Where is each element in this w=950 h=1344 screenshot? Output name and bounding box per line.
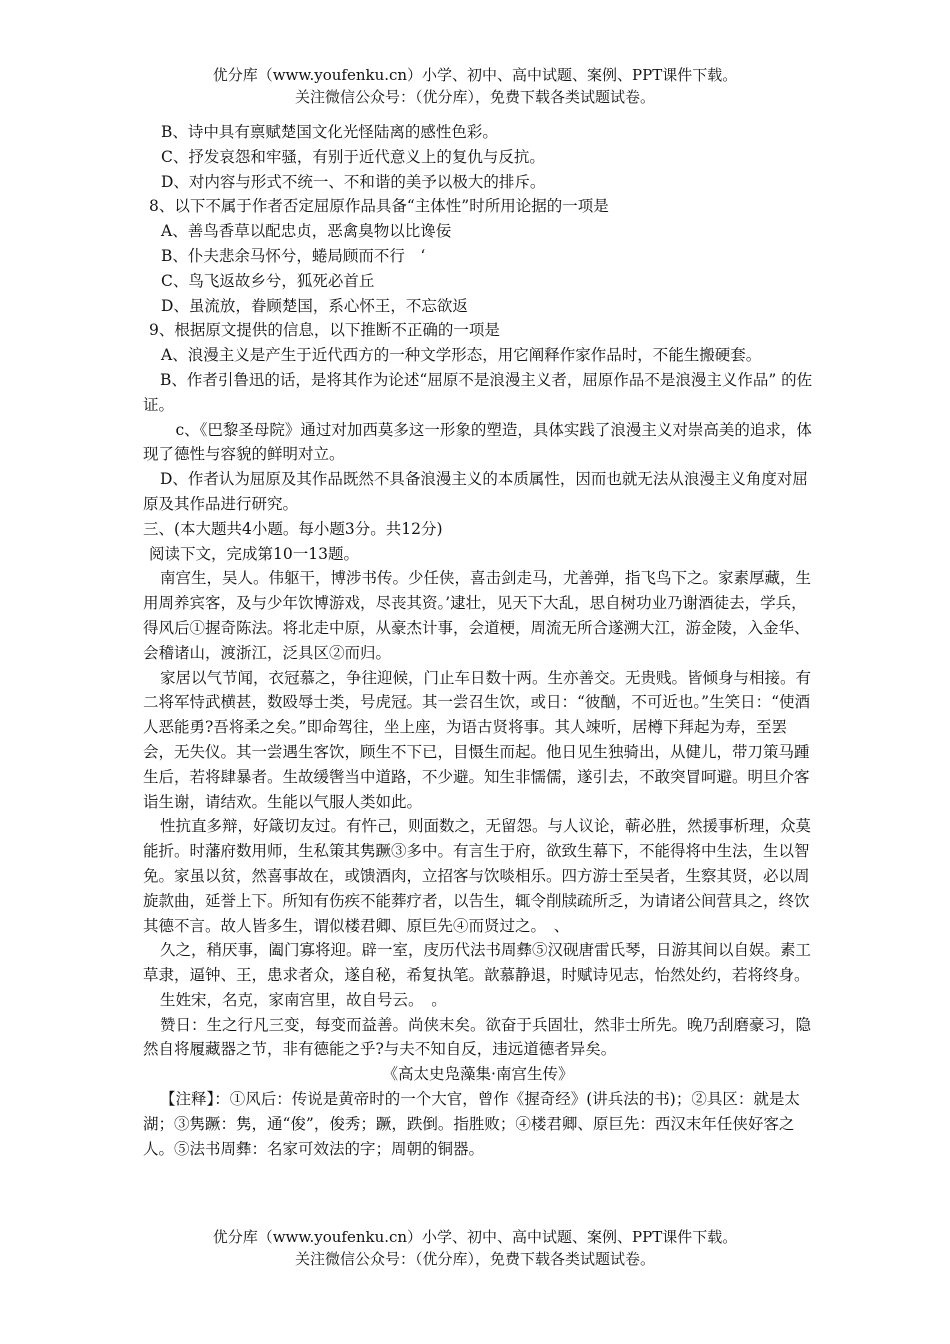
text-line: C、鸟飞返故乡兮，狐死必首丘 <box>161 271 375 290</box>
text-line: B、作者引鲁迅的话，是将其作为论述“屈原不是浪漫主义者，屈原作品不是浪漫主义作品” 的佐证。 <box>143 370 813 414</box>
text-line: D、虽流放，眷顾楚国，系心怀王，不忘欲返 <box>161 296 468 315</box>
text-line: 赞日：生之行凡三变，每变而益善。尚侠末矣。欲奋于兵固壮，然非士所先。晚乃刮磨豪习，隐然自将履藏器之节，非有德能之乎?与夫不知自反，违远道德者异矣。 <box>143 1015 812 1059</box>
text-line: 生姓宋，名克，家南宫里，故自号云。 。 <box>160 990 447 1009</box>
text-line: 性抗直多辩，好箴切友过。有忤己，则面数之，无留怨。与人议论，蕲必胜，然援事析理，众莫能折。时藩府数用师，生私策其隽蹶③多中。有言生于府，欲致生幕下，不能得将中生法，生以智免。家虽以贫，然喜事故在，或馈酒肉，立招客与饮啖相乐。四方游士至吴者，生察其贤，必以周旋款曲，延誉上下。所知有伤疾不能葬疗者，以告生，辄令削牍疏所乏，为请诸公间营具之，终饮其德不言。故人皆多生，谓似楼君卿、原巨先④而贤过之。 、 <box>143 817 812 935</box>
text-line: 阅读下文，完成第10一13题。 <box>149 544 359 563</box>
text-line: D、对内容与形式不统一、不和谐的美予以极大的排斥。 <box>161 172 546 191</box>
text-line: C、抒发哀怨和牢骚，有别于近代意义上的复仇与反抗。 <box>161 147 545 166</box>
text-line: 南宫生，吴人。伟躯干，博涉书传。少任侠，喜击剑走马，尤善弹，指飞鸟下之。家素厚藏，生用周养宾客，及与少年饮博游戏，尽丧其资。’逮壮，见天下大乱，思自树功业乃谢酒徒去，学兵，得风后①握奇陈法。将北走中原，从豪杰计事，会道梗，周流无所合遂溯大江，游金陵，入金华、会稽诸山，渡浙江，泛具区②而归。 <box>143 569 812 662</box>
text-line: D、作者认为屈原及其作品既然不具备浪漫主义的本质属性，因而也就无法从浪漫主义角度对屈原及其作品进行研究。 <box>143 470 808 513</box>
header-line-2: 关注微信公众号：（优分库），免费下载各类试题试卷。 <box>294 88 655 106</box>
page-header <box>0 64 950 108</box>
text-line: 《高太史凫藻集·南宫生传》 <box>382 1065 574 1084</box>
text-line: B、仆夫悲余马怀兮，蜷局顾而不行 ‘ <box>161 246 426 265</box>
text-line: 三、(本大题共4小题。每小题3分。共12分) <box>143 519 443 538</box>
text-line: A、善鸟香草以配忠贞，恶禽臭物以比谗佞 <box>161 222 452 241</box>
text-line: 【注释】：①风后：传说是黄帝时的一个大官，曾作《握奇经》(讲兵法的书)；②具区：就是太湖；③隽蹶：隽，通“俊”，俊秀；蹶，跌倒。指胜败；④楼君卿、原巨先：西汉末年任侠好客之人。⑤法书周彝：名家可效法的字；周朝的铜器。 <box>143 1090 800 1158</box>
footer-line-1: 优分库（www.youfenku.cn）小学、初中、高中试题、案例、PPT课件下载。 <box>212 1228 738 1246</box>
text-line: c、《巴黎圣母院》通过对加西莫多这一形象的塑造，具体实践了浪漫主义对崇高美的追求，体现了德性与容貌的鲜明对立。 <box>143 420 812 464</box>
footer-line-2: 关注微信公众号：（优分库），免费下载各类试题试卷。 <box>294 1250 655 1268</box>
header-line-1: 优分库（www.youfenku.cn）小学、初中、高中试题、案例、PPT课件下载。 <box>212 66 738 84</box>
text-line: 久之，稍厌事，阖门寡将迎。辟一室，庋历代法书周彝⑤汉砚唐雷氏琴，日游其间以自娱。素工草隶，逼钟、王，患求者众，遂自秘，希复执笔。歆慕静退，时赋诗见志，怡然处约，若将终身。 <box>143 941 812 985</box>
text-line: A、浪漫主义是产生于近代西方的一种文学形态，用它阐释作家作品时，不能生搬硬套。 <box>161 346 762 365</box>
document-body <box>143 120 813 1161</box>
page-footer <box>0 1226 950 1270</box>
text-line: B、诗中具有禀赋楚国文化光怪陆离的感性色彩。 <box>161 123 498 141</box>
text-line: 家居以气节闻，衣冠慕之，争往迎候，门止车日数十两。生亦善交。无贵贱。皆倾身与相接。有二将军恃武横甚，数殴辱士类，号虎冠。其一尝召生饮，或日：“彼酗，不可近也。”生笑日：“使酒人恶能勇?吾将柔之矣。”即命驾往，坐上座，为语古贤将事。其人竦听，居樽下拜起为寿，至罢会，无失仪。其一尝遇生客饮，顾生不下已，目慑生而起。他日见生独骑出，从健儿，带刀策马踵生后，若将肆暴者。生故缓辔当中道路，不少避。知生非懦儒，遂引去，不敢突冒呵避。明旦介客诣生谢，请结欢。生能以气服人类如此。 <box>143 668 812 811</box>
text-line: 9、根据原文提供的信息，以下推断不正确的一项是 <box>149 321 500 340</box>
text-line: 8、以下不属于作者否定屈原作品具备“主体性”时所用论据的一项是 <box>149 197 609 216</box>
